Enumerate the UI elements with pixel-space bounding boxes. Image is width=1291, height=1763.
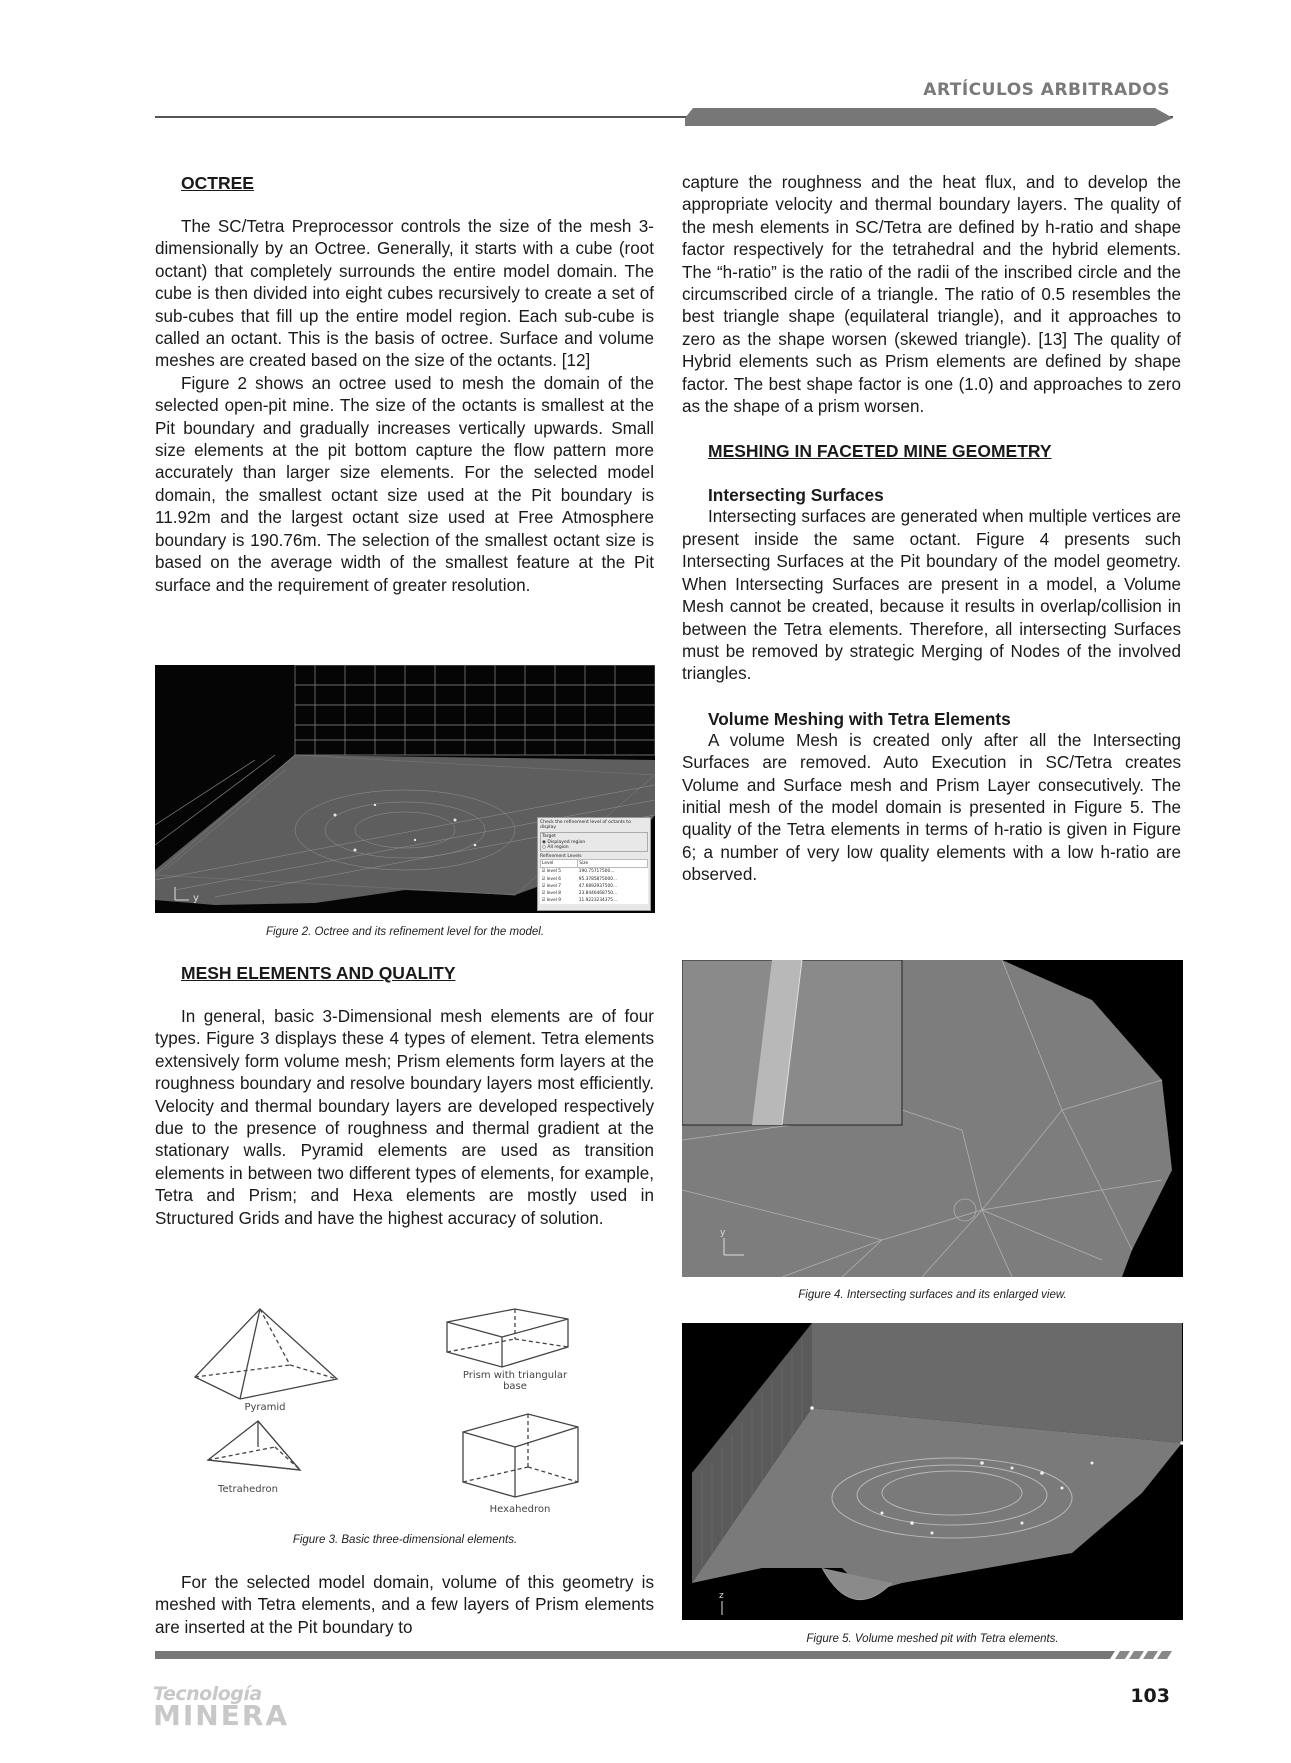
figure-3-caption: Figure 3. Basic three-dimensional elements. [292,1534,518,1546]
volume-mesh-image [682,1323,1183,1620]
logo-bottom-text: MINERA [153,1699,290,1732]
intersecting-mesh-image [682,960,1183,1277]
table-row[interactable]: ☑ level 8 23.8446468750... [541,891,618,897]
mesh-heading: MESH ELEMENTS AND QUALITY [181,963,456,983]
left-column-upper [155,172,654,597]
label-tetrahedron: Tetrahedron [218,1484,278,1495]
figure-5-caption: Figure 5. Volume meshed pit with Tetra elements. [806,1633,1059,1645]
col-size: Size [578,860,648,868]
table-row[interactable]: ☑ level 9 11.9223234375... [541,898,618,904]
page-number: 103 [1130,1685,1170,1707]
dialog-option-displayed[interactable]: ◉ Displayed region [542,839,586,845]
right-paragraph-1: capture the roughness and the heat flux, and to develop the appropriate velocity and thermal boundary layers. The quality of the mesh elements in SC/Tetra are defined by h-ratio and shape factor respectively for the tetrahedral and the hybrid elements. The “h-ratio” is the ratio of the radii of the inscribed circle and the circumscribed circle of a triangle. The ratio of 0.5 resembles the best triangle shape (equilateral triangle), and it approaches to zero as the shape worsen (skewed triangle). [13] The quality of Hybrid elements such as Prism elements are defined by shape factor. The best shape factor is one (1.0) and approaches to zero as the shape of a prism worsen. [682,173,1181,417]
faceted-heading: MESHING IN FACETED MINE GEOMETRY [708,441,1052,462]
fig4-axis-y: y [720,1228,726,1238]
right-column-text [682,172,1181,887]
left-column-final [155,1572,654,1639]
label-prism-1: Prism with triangular [462,1370,568,1381]
refinement-dialog [537,817,651,911]
figure-2-octree [155,665,655,913]
final-paragraph: For the selected model domain, volume of this geometry is meshed with Tetra elements, and a few layers of Prism elements are inserted at the Pit boundary to [155,1573,654,1637]
left-column-mesh [155,962,654,1230]
header-rule [155,104,1173,126]
dialog-title: Check the refinement level of octants to display [540,820,631,831]
intersecting-paragraph: Intersecting surfaces are generated when multiple vertices are present inside the same octant. Figure 4 presents such Intersecting Surfaces at the Pit boundary of the model geometry. When Intersecting Surfaces are present in a model, a Volume Mesh cannot be created, because it results in overlap/collision in between the Tetra elements. Therefore, all intersecting Surfaces must be removed by strategic Merging of Nodes of the involved triangles. [682,507,1181,684]
figure-4-caption: Figure 4. Intersecting surfaces and its enlarged view. [798,1289,1067,1301]
section-label: ARTÍCULOS ARBITRADOS [923,80,1170,100]
figure-5-volume-mesh [682,1323,1183,1620]
volume-heading: Volume Meshing with Tetra Elements [708,708,1011,729]
volume-paragraph: A volume Mesh is created only after all the Intersecting Surfaces are removed. Auto Execution in SC/Tetra creates Volume and Surface mesh and Prism Layer consecutively. The initial mesh of the model domain is presented in Figure 5. The quality of the Tetra elements in terms of h-ratio is given in Figure 6; a number of very low quality elements with a low h-ratio are observed. [682,730,1181,885]
fig2-axis-y: y [193,893,199,904]
octree-paragraph-2: Figure 2 shows an octree used to mesh the domain of the selected open-pit mine. The size of the octants is smallest at the Pit boundary and gradually increases vertically upwards. Small size elements at the pit bottom capture the flow pattern more accurately than larger size elements. For the selected model domain, the smallest octant size used at the Pit boundary is 11.92m and the largest octant size used at Free Atmosphere boundary is 190.76m. The selection of the smallest octant size is based on the average width of the smallest feature at the Pit surface and the requirement of greater resolution. [155,373,654,595]
col-level: Level [541,860,578,868]
octree-paragraph-1: The SC/Tetra Preprocessor controls the size of the mesh 3-dimensionally by an Octree. Generally, it starts with a cube (root octant) that completely surrounds the entire model domain. The cube is then divided into eight cubes recursively to create a set of sub-cubes that fill up the entire model region. Each sub-cube is called an octant. This is the basis of octree. Surface and volume meshes are created based on the size of the octants. [12] [155,217,654,371]
dialog-option-all[interactable]: ○ All region [542,844,569,850]
footer-rule [155,1649,1173,1661]
table-row[interactable]: ☑ level 7 47.6892937500... [541,883,618,889]
label-hexahedron: Hexahedron [489,1504,551,1515]
table-row[interactable]: ☑ level 5 190.75717500... [541,869,615,875]
table-row[interactable]: ☑ level 6 95.3785875000... [541,876,618,882]
figure-4-intersecting [682,960,1183,1277]
dialog-target-label: Target [542,834,556,840]
octree-heading: OCTREE [181,173,254,193]
figure-3-elements [190,1307,610,1517]
fig5-axis-z: z [719,1591,724,1601]
label-pyramid: Pyramid [244,1402,286,1413]
mesh-paragraph-1: In general, basic 3-Dimensional mesh elements are of four types. Figure 3 displays these 4 types of element. Tetra elements extensively form volume mesh; Prism elements form layers at the roughness boundary and resolve boundary layers most efficiently. Velocity and thermal boundary layers are developed respectively due to the presence of roughness and thermal gradient at the stationary walls. Pyramid elements are used as transition elements in between two different types of elements, for example, Tetra and Prism; and Hexa elements are mostly used in Structured Grids and have the highest accuracy of solution. [155,1007,654,1228]
refinement-levels-table [540,859,648,904]
logo-top-text: Tecnología [153,1683,262,1705]
dialog-levels-label: Refinement Levels [540,854,582,860]
footer-logo [153,1683,290,1732]
figure-2-caption: Figure 2. Octree and its refinement level for the model. [265,926,545,938]
label-prism-2: base [503,1381,527,1392]
elements-diagram [190,1307,610,1517]
intersecting-heading: Intersecting Surfaces [708,485,884,506]
